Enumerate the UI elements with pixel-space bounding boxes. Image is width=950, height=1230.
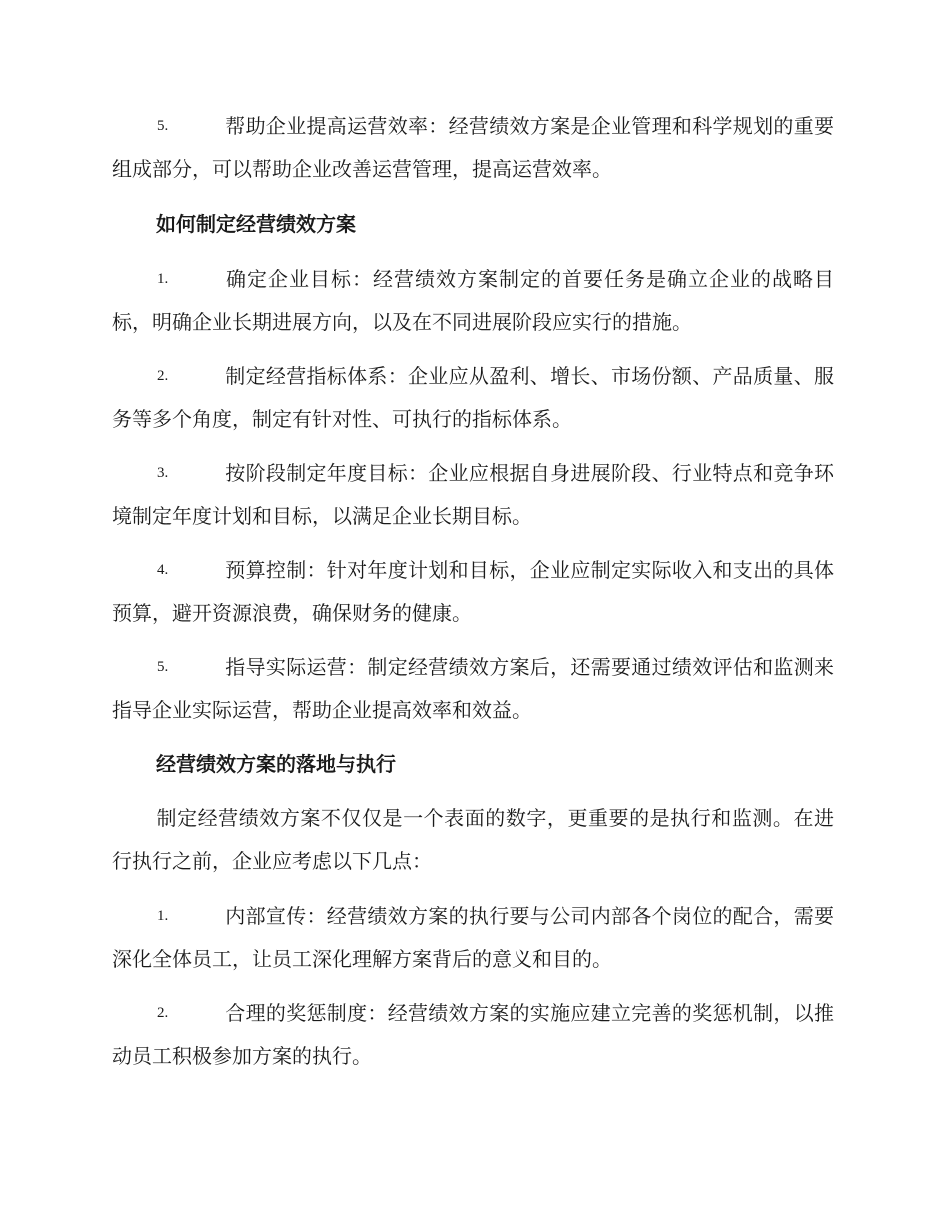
list-item (112, 992, 834, 1078)
list-text: 预算控制：针对年度计划和目标，企业应制定实际收入和支出的具体预算，避开资源浪费，确保财务的健康。 (112, 558, 834, 625)
list-text: 按阶段制定年度目标：企业应根据自身进展阶段、行业特点和竞争环境制定年度计划和目标，以满足企业长期目标。 (112, 461, 834, 528)
section-heading: 如何制定经营绩效方案 (156, 212, 356, 236)
list-item (112, 549, 834, 635)
list-number: 1. (157, 271, 169, 287)
list-number: 2. (157, 1005, 169, 1021)
list-text: 内部宣传：经营绩效方案的执行要与公司内部各个岗位的配合，需要深化全体员工，让员工深化理解方案背后的意义和目的。 (112, 904, 834, 971)
list-item (112, 105, 834, 191)
list-text: 指导实际运营：制定经营绩效方案后，还需要通过绩效评估和监测来指导企业实际运营，帮助企业提高效率和效益。 (112, 655, 834, 722)
list-number: 4. (157, 562, 169, 578)
list-text: 合理的奖惩制度：经营绩效方案的实施应建立完善的奖惩机制，以推动员工积极参加方案的执行。 (112, 1001, 834, 1068)
list-number: 5. (157, 659, 169, 675)
list-item (112, 646, 834, 732)
section-heading: 经营绩效方案的落地与执行 (156, 752, 396, 776)
list-number: 2. (157, 368, 169, 384)
list-text: 制定经营指标体系：企业应从盈利、增长、市场份额、产品质量、服务等多个角度，制定有针对性、可执行的指标体系。 (112, 364, 834, 431)
list-number: 5. (157, 118, 169, 134)
body-paragraph (112, 797, 834, 883)
list-item (112, 452, 834, 538)
list-text: 确定企业目标：经营绩效方案制定的首要任务是确立企业的战略目标，明确企业长期进展方向，以及在不同进展阶段应实行的措施。 (112, 267, 834, 334)
list-number: 1. (157, 908, 169, 924)
list-number: 3. (157, 465, 169, 481)
list-item (112, 895, 834, 981)
list-item (112, 258, 834, 344)
paragraph-text: 制定经营绩效方案不仅仅是一个表面的数字，更重要的是执行和监测。在进行执行之前，企业应考虑以下几点： (112, 806, 834, 873)
list-item (112, 355, 834, 441)
list-text: 帮助企业提高运营效率：经营绩效方案是企业管理和科学规划的重要组成部分，可以帮助企业改善运营管理，提高运营效率。 (112, 114, 834, 181)
